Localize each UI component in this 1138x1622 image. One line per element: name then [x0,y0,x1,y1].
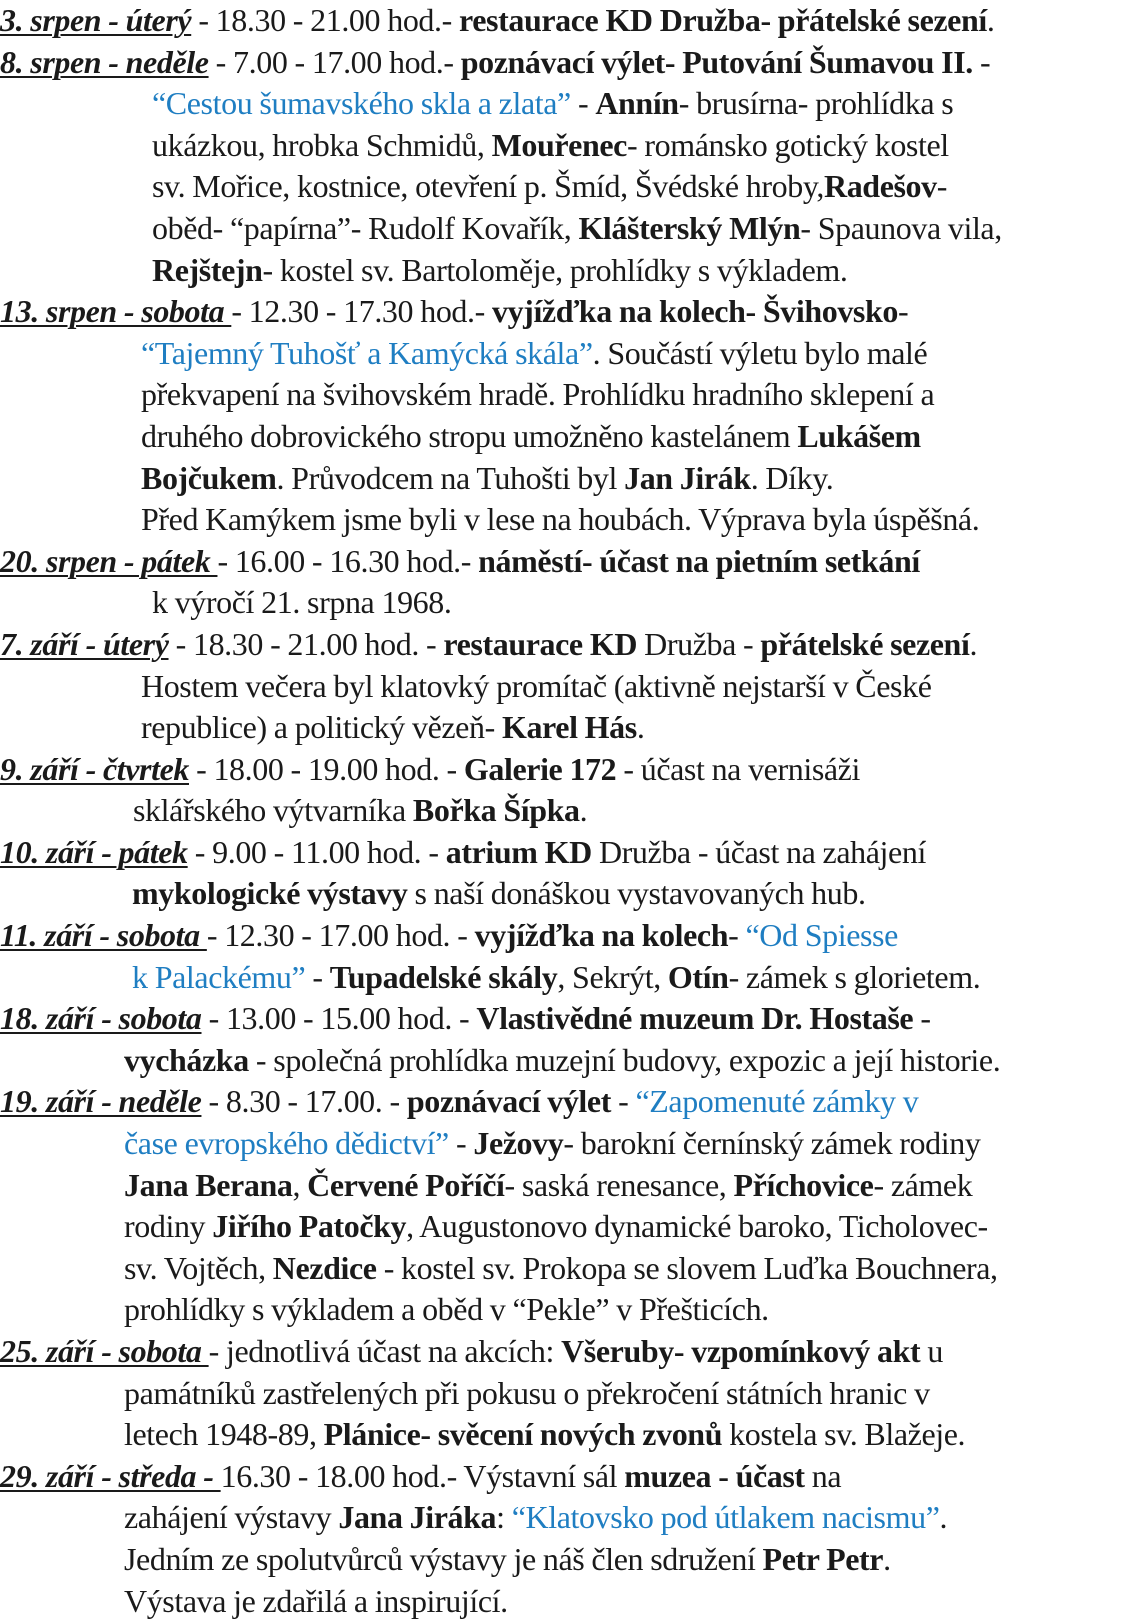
bold-text: vyjížďka na kolech [474,917,729,954]
event-date: 20. srpen - pátek [0,542,218,579]
bold-text: Annín [595,85,679,122]
event-detail-line [0,1040,1138,1082]
text-segment: kostela sv. Blažeje. [722,1416,966,1453]
event-detail-line [0,957,1138,999]
bold-text: Karel Hás [501,709,637,746]
text-segment: u [920,1333,944,1369]
text-segment: . [969,625,978,662]
bold-text: Petr Petr [762,1540,884,1577]
text-segment: prohlídky s výkladem a oběd v “Pekle” v Přešticích. [124,1291,769,1328]
text-segment: rodiny [124,1208,213,1245]
event-entry [0,624,1138,749]
event-detail-line [0,1206,1138,1248]
text-segment: . [986,2,995,38]
text-segment: - 18.30 - 21.00 hod. - [168,625,444,662]
text-segment: - 16.00 - 16.30 hod.- [217,542,479,579]
text-segment: - 13.00 - 15.00 hod. - [201,1000,477,1037]
bold-text: Nezdice [272,1249,377,1286]
event-detail-line [0,1289,1138,1331]
event-heading-line [0,1081,1138,1123]
event-detail-line [0,1414,1138,1456]
text-segment: - kostel sv. Prokopa se slovem Luďka Bouchnera, [376,1249,998,1286]
bold-text: Bojčukem [141,459,277,496]
text-segment: - [913,1000,931,1037]
bold-text: poznávací výlet [406,1083,611,1120]
event-heading-line [0,541,1138,583]
bold-text: Jana Jiráka [338,1499,497,1536]
bold-text: vycházka [124,1041,249,1078]
event-date: 9. září - čtvrtek [0,750,189,787]
event-entry [0,832,1138,915]
text-segment: , Augustonovo dynamické baroko, Ticholovec- [406,1208,988,1245]
event-detail-line [0,582,1138,624]
event-date: 25. září - sobota [0,1333,209,1369]
event-heading-line [0,915,1138,957]
text-segment: Výstava je zdařilá a inspirující. [124,1582,508,1619]
text-segment: , Sekrýt, [557,958,668,995]
text-segment: . Průvodcem na Tuhošti byl [276,459,625,496]
event-detail-line [0,1373,1138,1415]
event-date: 13. srpen - sobota [0,293,232,330]
text-segment: - 18.30 - 21.00 hod.- [191,2,459,38]
text-segment: Hostem večera byl klatovký promítač (aktivně nejstarší v České [141,667,932,704]
event-detail-line [0,333,1138,375]
text-segment: - [448,1125,474,1162]
text-segment: - [936,168,948,205]
text-segment: - 12.30 - 17.30 hod.- [231,293,492,330]
text-segment: - [305,958,330,995]
text-segment: - jednotlivá účast na akcích: [208,1333,562,1369]
text-segment: překvapení na švihovském hradě. Prohlídku hradního sklepení a [141,376,935,413]
text-segment: - [972,43,991,80]
event-entry [0,998,1138,1081]
bold-text: mykologické výstavy [132,875,408,912]
bold-text: náměstí- účast na pietním setkání [478,542,920,579]
bold-text: Bořka Šípka [412,792,580,829]
event-detail-line [0,374,1138,416]
text-segment: letech 1948-89, [124,1416,324,1453]
bold-text: vyjížďka na kolech- Švihovsko [491,293,898,330]
bold-text: Tupadelské skály [329,958,558,995]
bold-text: atrium KD [445,833,592,870]
text-segment: na [804,1457,842,1494]
text-segment: druhého dobrovického stropu umožněno kastelánem [141,417,798,454]
text-segment: k výročí 21. srpna 1968. [152,584,452,621]
text-segment: - zámek [873,1166,973,1203]
bold-text: Lukášem [797,417,921,454]
event-detail-line [0,416,1138,458]
event-detail-line [0,790,1138,832]
text-segment: ukázkou, hrobka Schmidů, [152,126,492,163]
text-segment: zahájení výstavy [124,1499,339,1536]
event-entry [0,1331,1138,1456]
event-detail-line [0,499,1138,541]
bold-text: Jan Jirák [624,459,751,496]
bold-text: restaurace KD Družba- přátelské sezení [459,2,987,38]
bold-text: Červené Poříčí [307,1166,505,1203]
bold-text: Rejštejn [152,251,263,288]
text-segment: . [939,1499,948,1536]
event-title-quote: “Zapomenuté zámky v [635,1083,919,1120]
event-title-quote: “Od Spiesse [745,917,898,954]
bold-text: muzea - účast [624,1457,805,1494]
text-segment: Jedním ze spolutvůrců výstavy je náš člen sdružení [124,1540,763,1577]
text-segment: Před Kamýkem jsme byli v lese na houbách. Výprava byla úspěšná. [141,501,980,538]
event-detail-line [0,250,1138,292]
event-heading-line [0,749,1138,791]
event-detail-line [0,1539,1138,1581]
event-detail-line [0,83,1138,125]
text-segment: , [292,1166,308,1203]
event-date: 7. září - úterý [0,625,169,662]
text-segment: - saská renesance, [504,1166,734,1203]
text-segment: - Spaunova vila, [800,209,1002,246]
event-detail-line [0,125,1138,167]
text-segment: : [496,1499,512,1536]
event-entry [0,0,1138,42]
text-segment: - [897,293,909,330]
event-date: 18. září - sobota [0,1000,202,1037]
event-detail-line [0,1123,1138,1165]
bold-text: Vlastivědné muzeum Dr. Hostaše [476,1000,914,1037]
text-segment: s naší donáškou vystavovaných hub. [407,875,866,912]
text-segment: sklářského výtvarníka [133,792,413,829]
event-entry [0,42,1138,292]
event-entry [0,1081,1138,1331]
event-detail-line [0,166,1138,208]
event-title-quote: “Tajemný Tuhošť a Kamýcká skála” [141,334,593,371]
bold-text: Jana Berana [124,1166,293,1203]
bold-text: poznávací výlet- Putování Šumavou II. [460,43,973,80]
bold-text: Galerie 172 [463,750,617,787]
event-detail-line [0,458,1138,500]
event-date: 29. září - středa - [0,1457,221,1494]
event-detail-line [0,707,1138,749]
event-entry [0,915,1138,998]
bold-text: Jiřího Patočky [212,1208,407,1245]
bold-text: Ježovy [473,1125,564,1162]
text-segment: - 12.30 - 17.00 hod. - [206,917,475,954]
bold-text: Všeruby- vzpomínkový akt [561,1333,921,1369]
bold-text: Příchovice [733,1166,874,1203]
text-segment: sv. Mořice, kostnice, otevření p. Šmíd, Švédské hroby, [152,168,824,205]
bold-text: Otín [667,958,729,995]
text-segment: - barokní černínský zámek rodiny [563,1125,981,1162]
event-detail-line [0,873,1138,915]
text-segment: - [570,85,596,122]
text-segment: - kostel sv. Bartoloměje, prohlídky s výkladem. [262,251,848,288]
event-detail-line [0,1497,1138,1539]
text-segment: Družba - účast na zahájení [591,833,926,870]
text-segment: . [883,1540,891,1577]
event-date: 3. srpen - úterý [0,2,192,38]
text-segment: - [610,1083,636,1120]
event-heading-line [0,624,1138,666]
text-segment: . Díky. [750,459,834,496]
event-heading-line [0,291,1138,333]
event-heading-line [0,1331,1138,1373]
event-heading-line [0,998,1138,1040]
text-segment: - brusírna- prohlídka s [678,85,954,122]
event-heading-line [0,0,1138,42]
event-heading-line [0,832,1138,874]
text-segment: - zámek s glorietem. [728,958,981,995]
text-segment: . [636,709,645,746]
event-detail-line [0,1248,1138,1290]
text-segment: sv. Vojtěch, [124,1249,273,1286]
event-detail-line [0,666,1138,708]
text-segment: - románsko gotický kostel [626,126,949,163]
text-segment: - společná prohlídka muzejní budovy, expozic a její historie. [248,1041,1001,1078]
event-date: 11. září - sobota [0,917,207,954]
event-entry [0,749,1138,832]
bold-text: Klášterský Mlýn [578,209,801,246]
text-segment: - [728,917,746,954]
text-segment: - 9.00 - 11.00 hod. - [187,833,446,870]
text-segment: republice) a politický vězeň- [141,709,502,746]
event-date: 10. září - pátek [0,833,188,870]
event-title-quote: čase evropského dědictví” [124,1125,449,1162]
text-segment: oběd- “papírna”- Rudolf Kovařík, [152,209,579,246]
bold-text: Radešov [823,168,937,205]
text-segment: - účast na vernisáži [616,750,860,787]
text-segment: . Součástí výletu bylo malé [592,334,928,371]
event-date: 8. srpen - neděle [0,43,209,80]
event-detail-line [0,1581,1138,1622]
event-heading-line [0,42,1138,84]
event-date: 19. září - neděle [0,1083,202,1120]
text-segment: - 8.30 - 17.00. - [201,1083,407,1120]
text-segment: památníků zastřelených při pokusu o překročení státních hranic v [124,1374,930,1411]
bold-text: Mouřenec [491,126,627,163]
text-segment: 16.30 - 18.00 hod.- Výstavní sál [220,1457,625,1494]
bold-text: restaurace KD [443,625,638,662]
text-segment: - 18.00 - 19.00 hod. - [189,750,464,787]
bold-text: přátelské sezení [760,625,970,662]
text-segment: . [579,792,588,829]
text-segment: - 7.00 - 17.00 hod.- [208,43,461,80]
event-title-quote: k Palackému” [132,958,306,995]
event-title-quote: “Klatovsko pod útlakem nacismu” [511,1499,940,1536]
event-detail-line [0,208,1138,250]
event-heading-line [0,1456,1138,1498]
text-segment: Družba - [637,625,761,662]
event-detail-line [0,1165,1138,1207]
event-entry [0,1456,1138,1622]
event-title-quote: “Cestou šumavského skla a zlata” [152,85,571,122]
bold-text: Plánice- svěcení nových zvonů [323,1416,723,1453]
event-entry [0,541,1138,624]
event-entry [0,291,1138,541]
